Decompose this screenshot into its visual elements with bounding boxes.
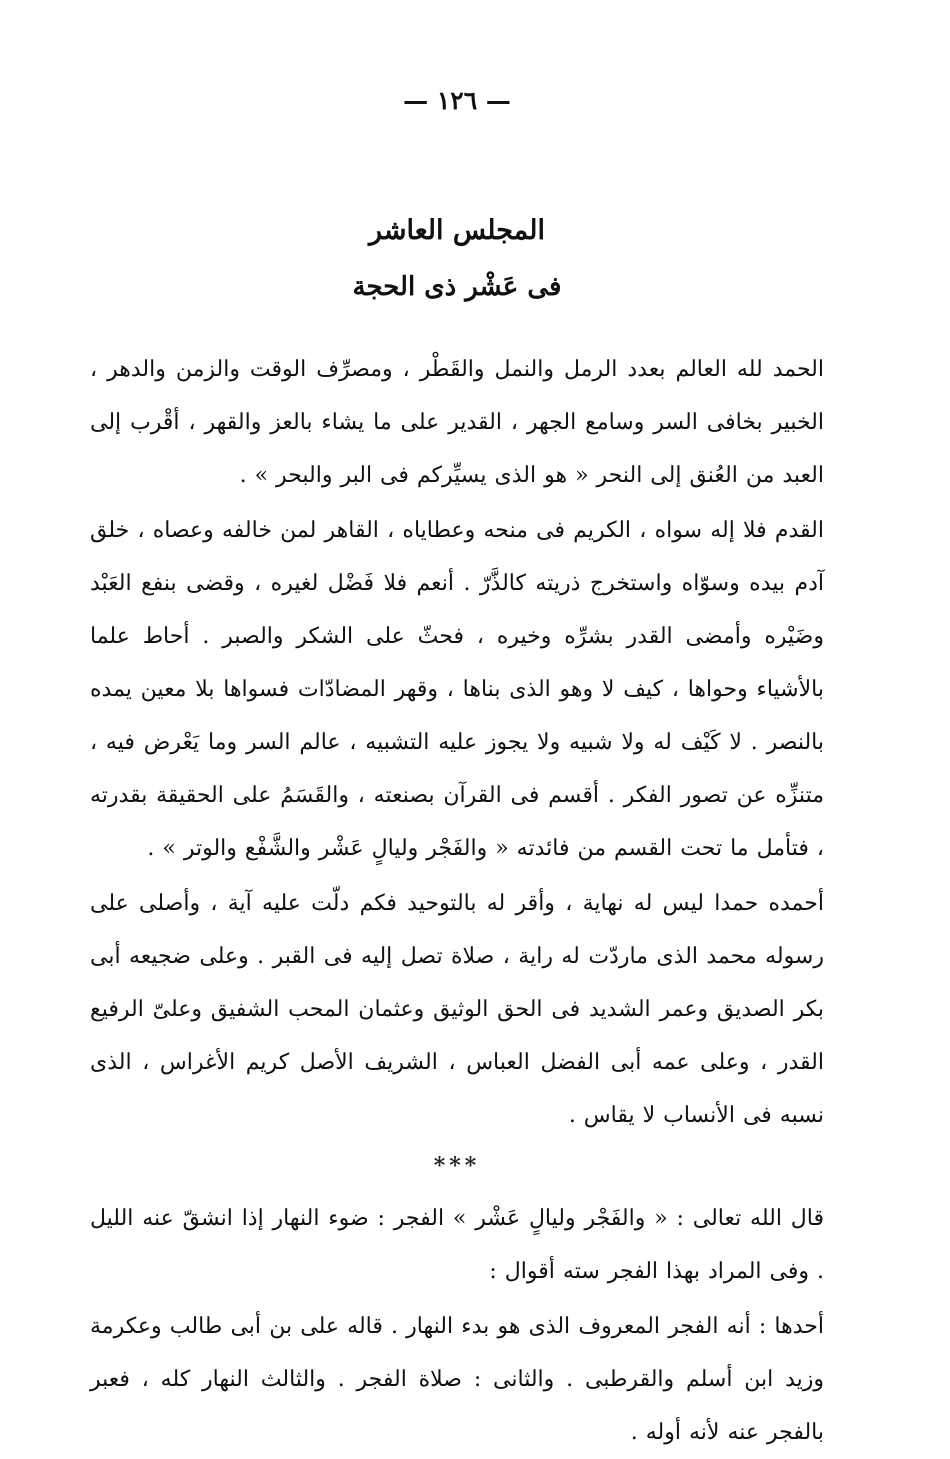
section-separator: *** bbox=[433, 1153, 481, 1179]
paragraph: أحدها : أنه الفجر المعروف الذى هو بدء النهار . قاله على بن أبى طالب وعكرمة وزيد ابن أسلم والقرطبى . والثانى : صلاة الفجر . والثالث النهار كله ، فعبر بالفجر عنه لأنه أوله . bbox=[90, 1314, 824, 1445]
paragraph: قال الله تعالى : « والفَجْر وليالٍ عَشْر » الفجر : ضوء النهار إذا انشقّ عنه الليل . وفى المراد بهذا الفجر سته أقوال : bbox=[90, 1206, 824, 1284]
chapter-title: المجلس العاشر bbox=[368, 215, 546, 246]
page-number: — ١٢٦ — bbox=[403, 86, 511, 115]
paragraph: القدم فلا إله سواه ، الكريم فى منحه وعطاياه ، القاهر لمن خالفه وعصاه ، خلق آدم بيده وسوّاه واستخرج ذريته كالذَّرّ . أنعم فلا فَضْل لغيره ، وقضى بنفع العَبْد وضَيْره وأمضى القدر بشرِّه وخيره ، فحثّ على الشكر والصبر . أحاط علما بالأشياء وحواها ، كيف لا وهو الذى بناها ، وقهر المضادّات فسواها بلا معين يمده بالنصر . لا كَيْف له ولا شبيه ولا يجوز عليه التشبيه ، عالم السر وما يَعْرض فيه ، متنزِّه عن تصور الفكر . أقسم فى القرآن بصنعته ، والقَسَمُ على الحقيقة بقدرته ، فتأمل ما تحت القسم من فائدته « والفَجْر وليالٍ عَشْر والشَّفْع والوتر » . bbox=[90, 518, 824, 861]
chapter-subtitle: فى عَشْر ذى الحجة bbox=[352, 272, 562, 302]
paragraph: أحمده حمدا ليس له نهاية ، وأقر له بالتوحيد فكم دلّت عليه آية ، وأصلى على رسوله محمد الذى ماردّت له راية ، صلاة تصل إليه فى القبر . وعلى ضجيعه أبى بكر الصديق وعمر الشديد فى الحق الوثيق وعثمان المحب الشفيق وعلىّ الرفيع القدر ، وعلى عمه أبى الفضل العباس ، الشريف الأصل كريم الأغراس ، الذى نسبه فى الأنساب لا يقاس . bbox=[90, 891, 824, 1128]
paragraph: الحمد لله العالم بعدد الرمل والنمل والقَطْر ، ومصرِّف الوقت والزمن والدهر ، الخبير بخافى السر وسامع الجهر ، القدير على ما يشاء بالعز والقهر ، أقْرب إلى العبد من العُنق إلى النحر « هو الذى يسيِّركم فى البر والبحر » . bbox=[90, 357, 824, 488]
